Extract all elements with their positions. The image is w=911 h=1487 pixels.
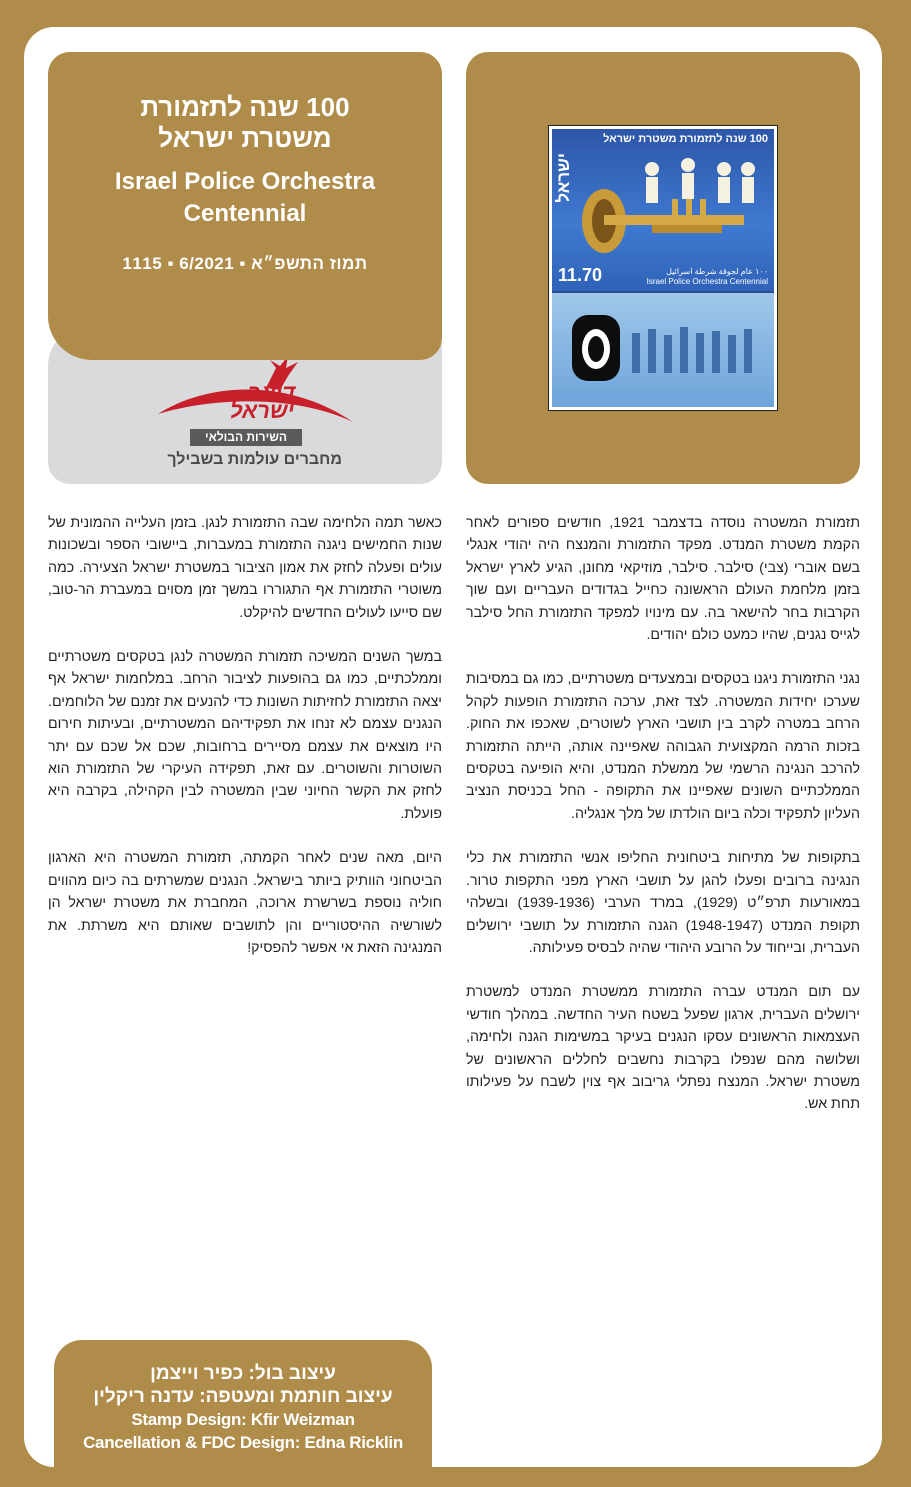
philatelic-service-label: השירות הבולאי [190,429,302,446]
stamp-panel [466,52,860,484]
article-column-left [48,512,442,981]
credit-stamp-he: עיצוב בול: כפיר וייצמן [150,1363,336,1384]
stamp-caption-english: Israel Police Orchestra Centennial [646,277,768,286]
title-panel [48,52,442,360]
stamp-heading: 100 שנה לתזמורת משטרת ישראל [603,133,768,145]
paragraph: במשך השנים המשיכה תזמורת המשטרה לנגן בטקסים משטרתיים וממלכתיים, כמו גם בהופעות לציבור הרחב. במלחמות ישראל אף יצאה התזמורת לחזיתות השונות כדי להנעים את זמנם של הלוחמים. הנגנים עצמם לא זנחו את תפקידיהם המשטרתיים, ובעיתות חירום היו מוצאים את עצמם מסיירים ברחובות, שכם אל שכם עם יתר השוטרות והשוטרים. עם זאת, תפקידה העיקרי של התזמורת הוא לחזק את הקשר החיוני שבין המשטרה לבין הקהילה, בקרבה היא פועלת. [48,649,442,822]
police-orchestra-emblem-icon [552,293,774,407]
stamp-denomination: 11.70 [558,265,603,285]
logo-word-israel: ישראל [230,398,295,423]
title-english [48,166,442,230]
paragraph: תזמורת המשטרה נוסדה בדצמבר 1921, חודשים ספורים לאחר הקמת משטרת המנדט. מפקד התזמורת והמנצח היה יהודי אנגלי בשם אוברי (צבי) סילבר. סילבר, מוזיקאי מחונן, הגיע לארץ ישראל בזמן מלחמת העולם הראשונה כחייל בגדודים העבריים ועם שוך הקרבות בחר להישאר בה. עם מינויו למפקד התזמורת החל סילבר לגייס נגנים, שהיו כמעט כולם יהודים. [466,515,860,644]
credit-fdc-he: עיצוב חותמת ומעטפה: עדנה ריקלין [93,1386,393,1407]
credit-fdc-en: Cancellation & FDC Design: Edna Ricklin [83,1433,403,1452]
design-credits [54,1340,432,1467]
logo-word-post: דואר [248,380,296,405]
stamp-main-area [552,129,774,291]
paragraph: כאשר תמה הלחימה שבה התזמורת לנגן. בזמן העלייה ההמונית של שנות החמישים ניגנה התזמורת במעברות, ביישובי הספר ובשכונות עולים ופעלה לחזק את אמון הציבור במשטרת ישראל הצעירה. כמה משוטרי התזמורת אף התגוררו במשך זמן מסוים במעברת הר-טוב, שם סייעו לעולים החדשים להיקלט. [48,515,442,621]
stamp-artwork [552,129,774,407]
stamp-caption-arabic: ١٠٠ عام لجوقة شرطة اسرائيل [666,267,768,276]
paragraph: נגני התזמורת ניגנו בטקסים ובמצעדים משטרתיים, כמו גם במסיבות שערכו יחידות המשטרה. לצד זאת, ערכה התזמורת הופעות לקהל הרחב במטרה לקרב בין תושבי הארץ לשוטרים, שאכפו את החוק. בזכות הרמה המקצועית הגבוהה שאפיינה אותה, הייתה התזמורת להרכב הנגינה הרשמי של ממשלת המנדט, והיא הופיעה בטקסים הממלכתיים השונים שאפיינו את התקופה - החל בכניסת הנציב העליון לתפקיד וכלה ביום הולדתו של מלך אנגליה. [466,671,860,822]
title-en-line-2: Centennial [183,200,307,227]
title-he-line-2: משטרת ישראל [158,123,332,153]
stamp-country: ישראל [554,153,573,203]
stamp-tab-photo [552,293,774,407]
article-column-right [466,512,860,1138]
credit-stamp-en: Stamp Design: Kfir Weizman [131,1410,355,1429]
title-he-line-1: 100 שנה לתזמורת [140,92,350,122]
issue-date-number: תמוז התשפ״א ▪ 6/2021 ▪ 1115 [122,254,368,273]
paragraph: עם תום המנדט עברה התזמורת ממשטרת המנדט למשטרת ירושלים העברית, ארגון שפעל בשטח העיר החדשה. במהלך חודשי העצמאות הראשונים עסקו הנגנים בעיקר במשימות הגנה ולחימה, ושלושה מהם שנפלו בקרבות נחשבים לחללים הראשונים של משטרת ישראל. המנצח נפתלי גריבוב אף צוין לשבח על פעילותו תחת אש. [466,984,860,1113]
stamp-image [548,125,778,411]
title-hebrew [48,92,442,154]
paragraph: בתקופות של מתיחות ביטחונית החליפו אנשי התזמורת את כלי הנגינה ברובים ופעלו להגן על תושבי הארץ מפני התקפות טרור. במאורעות תרפ״ט (1929), במרד הערבי (1939-1936) ובשלהי תקופת המנדט (1948-1947) הגנה התזמורת על תושבי ירושלים העברית, ובייחוד על הרובע היהודי שהיה לבסיס פעילותה. [466,850,860,956]
logo-tagline: מחברים עולמות בשבילך [167,451,342,468]
title-en-line-1: Israel Police Orchestra [114,168,376,195]
stamp-caption [647,267,768,287]
paragraph: היום, מאה שנים לאחר הקמתה, תזמורת המשטרה היא הארגון הביטחוני הוותיק ביותר בישראל. הנגנים שמשרתים בה כיום מהווים חוליה נוספת בשרשרת ארוכה, המחברת את משטרת ישראל הן לשורשיה ההיסטוריים והן לתושבים שאותם היא משרתת. את המנגינה הזאת אי אפשר להפסיק! [48,850,442,956]
